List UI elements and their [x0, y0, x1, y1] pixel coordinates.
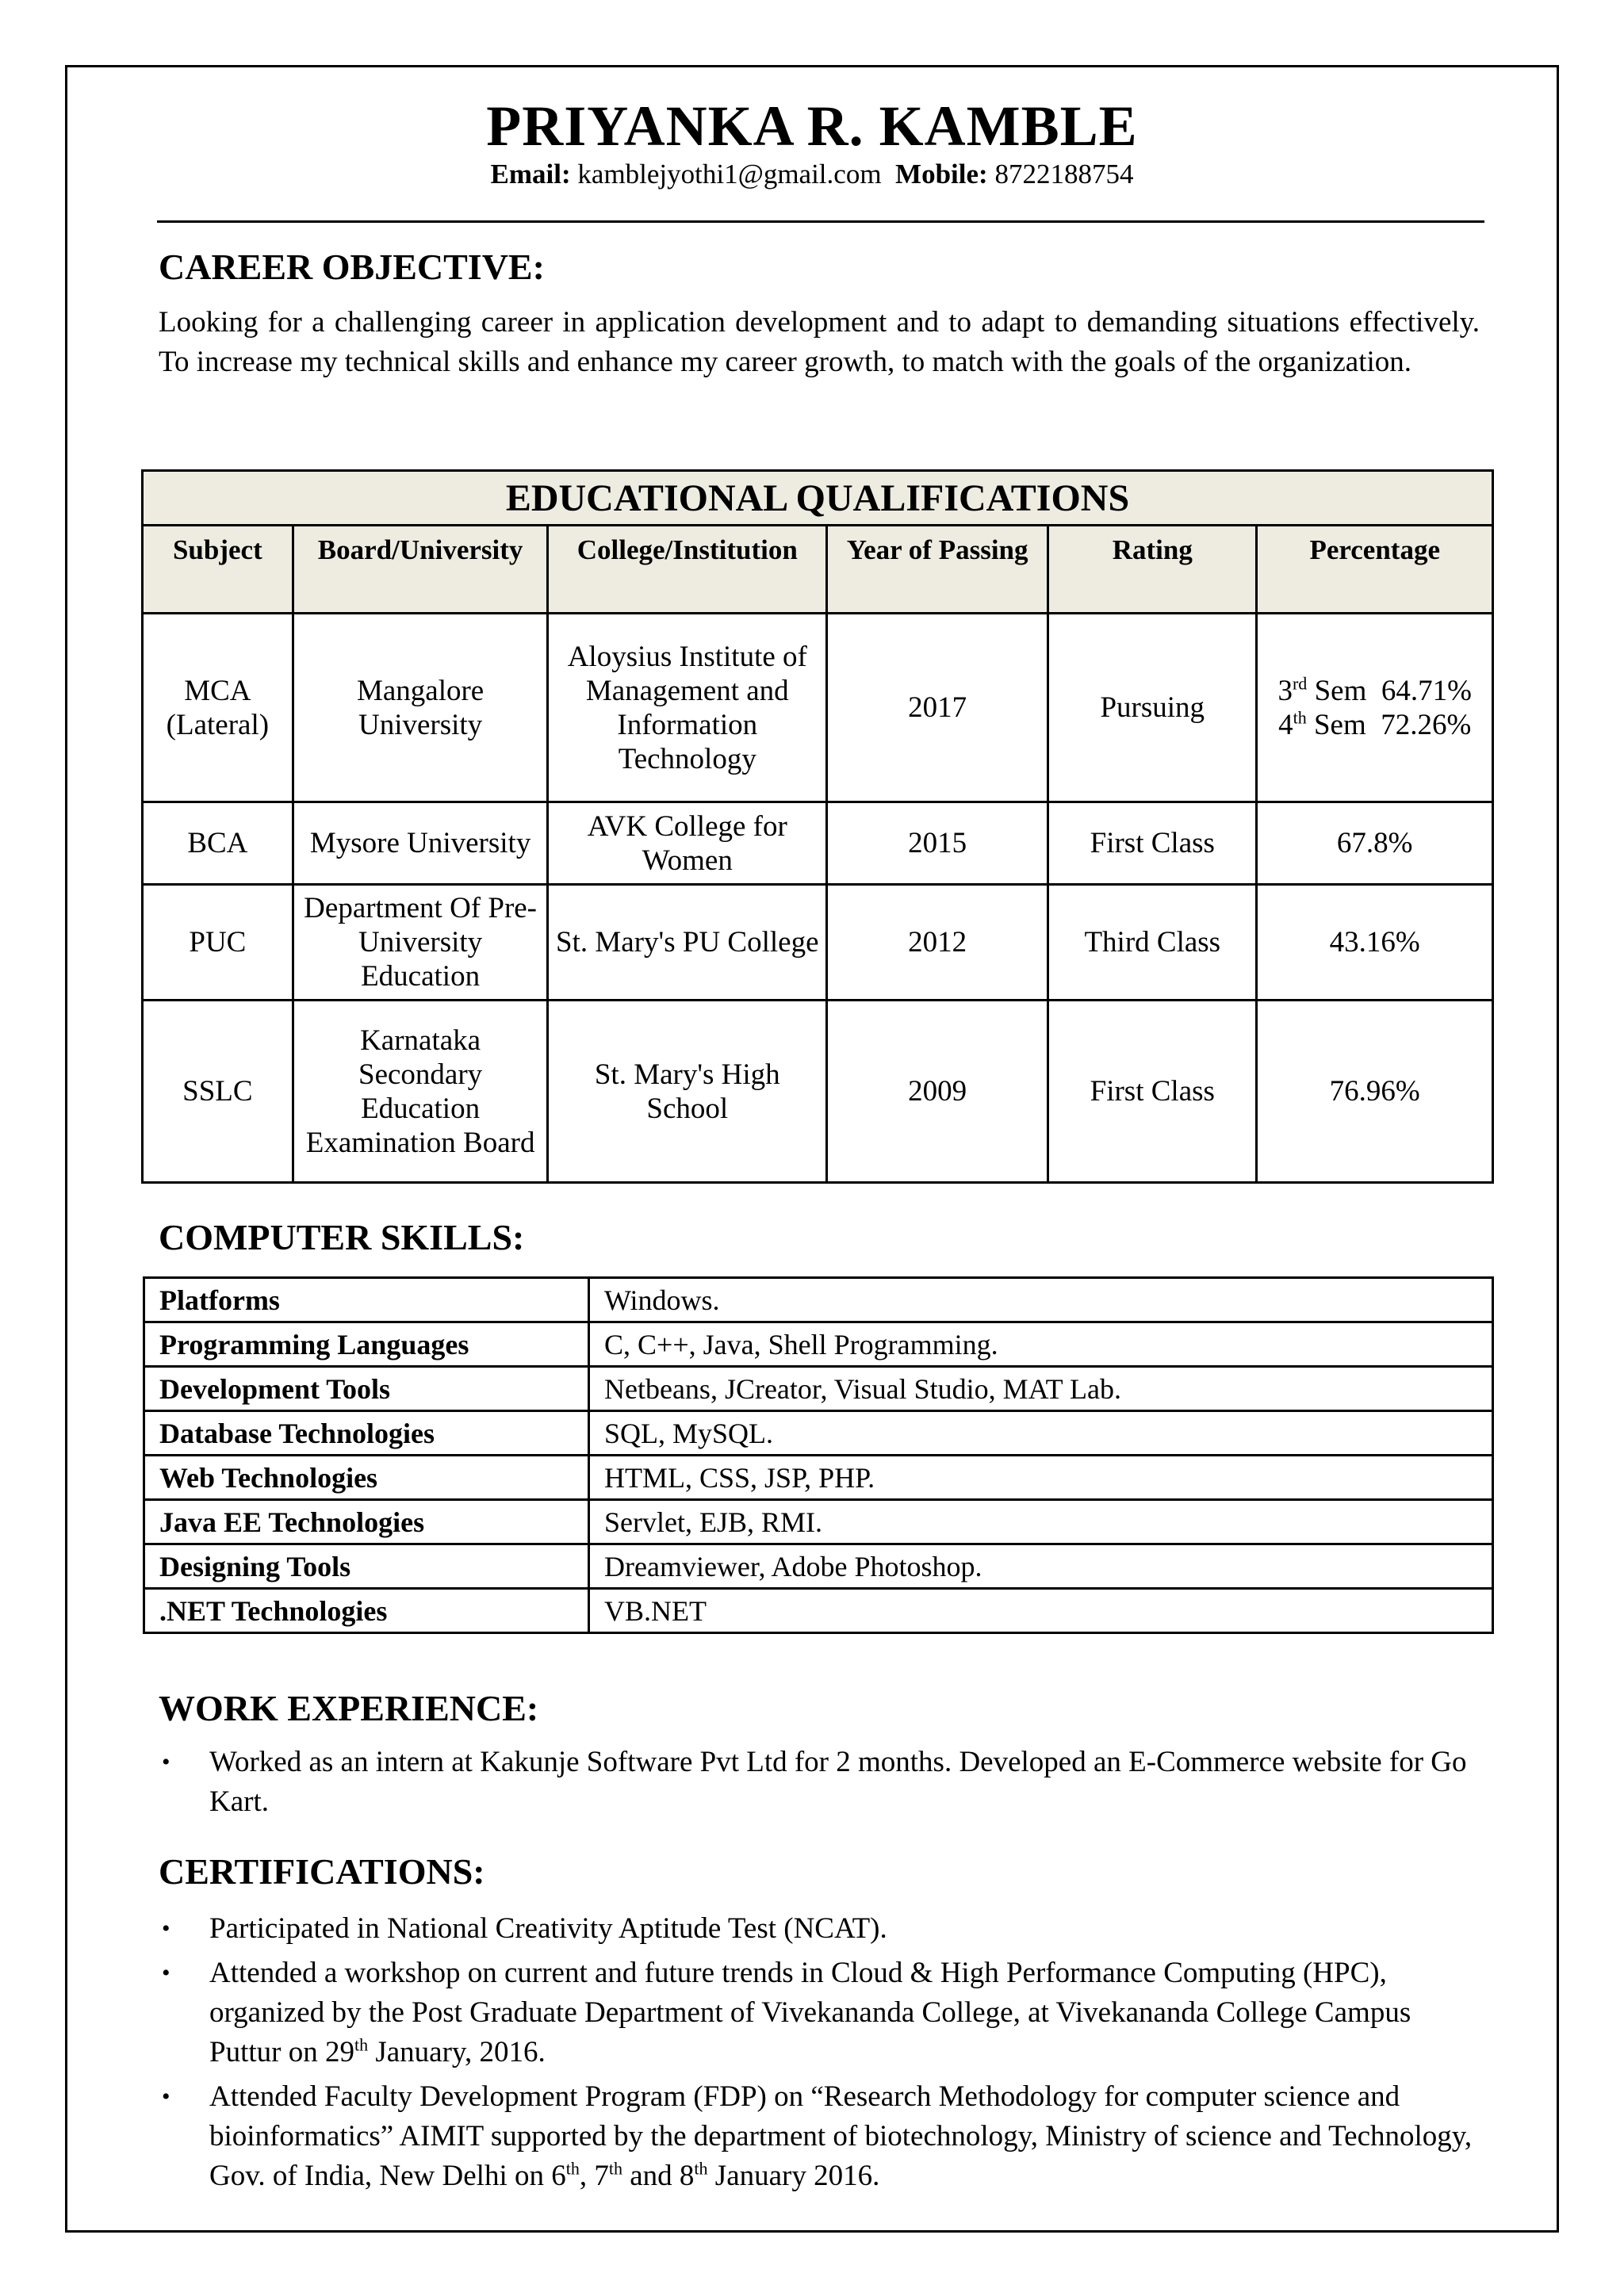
- cell-subject: BCA: [143, 802, 293, 885]
- skill-values: C, C++, Java, Shell Programming.: [589, 1322, 1493, 1367]
- skill-category: Database Technologies: [144, 1411, 589, 1456]
- cell-year: 2015: [827, 802, 1048, 885]
- skill-row: [144, 1411, 1493, 1456]
- cell-college: St. Mary's High School: [548, 1001, 827, 1183]
- column-header: Year of Passing: [827, 526, 1048, 614]
- cell-year: 2009: [827, 1001, 1048, 1183]
- certifications-list: [159, 1909, 1475, 2201]
- cell-percentage: 67.8%: [1257, 802, 1493, 885]
- skill-row: [144, 1367, 1493, 1411]
- table-row: [143, 802, 1493, 885]
- table-row: [143, 885, 1493, 1001]
- column-header: Board/University: [293, 526, 548, 614]
- career-objective-heading: CAREER OBJECTIVE:: [159, 247, 545, 287]
- percentage-sem3: 3rd Sem 64.71%: [1277, 673, 1472, 707]
- table-row: [143, 614, 1493, 802]
- skill-values: Dreamviewer, Adobe Photoshop.: [589, 1544, 1493, 1589]
- skill-values: Netbeans, JCreator, Visual Studio, MAT Lab.: [589, 1367, 1493, 1411]
- cell-college: St. Mary's PU College: [548, 885, 827, 1001]
- skill-values: Windows.: [589, 1278, 1493, 1322]
- cell-college: AVK College for Women: [548, 802, 827, 885]
- column-header: Subject: [143, 526, 293, 614]
- skill-category: Programming Languages: [144, 1322, 589, 1367]
- cell-board: Karnataka Secondary Education Examination Board: [293, 1001, 548, 1183]
- skill-row: [144, 1322, 1493, 1367]
- column-header: Percentage: [1257, 526, 1493, 614]
- skill-row: [144, 1500, 1493, 1544]
- education-table: [141, 469, 1494, 1184]
- career-objective-text: Looking for a challenging career in application development and to adapt to demanding situations effectively. To increase my technical skills and enhance my career growth, to match with the goals of the organization.: [159, 306, 1480, 378]
- mobile-label: Mobile:: [895, 159, 988, 189]
- list-item: • Worked as an intern at Kakunje Software Pvt Ltd for 2 months. Developed an E-Commerce website for Go Kart.: [159, 1743, 1475, 1822]
- cell-subject: SSLC: [143, 1001, 293, 1183]
- contact-line: [0, 159, 1624, 190]
- work-experience-heading: WORK EXPERIENCE:: [159, 1688, 539, 1728]
- skill-category: Java EE Technologies: [144, 1500, 589, 1544]
- skill-category: Web Technologies: [144, 1456, 589, 1500]
- skill-row: [144, 1544, 1493, 1589]
- computer-skills-heading: COMPUTER SKILLS:: [159, 1217, 525, 1257]
- cell-rating: Pursuing: [1048, 614, 1257, 802]
- cell-board: Mysore University: [293, 802, 548, 885]
- list-item: • Participated in National Creativity Aptitude Test (NCAT).: [159, 1909, 1475, 1949]
- list-item: • Attended a workshop on current and future trends in Cloud & High Performance Computing (HPC), organized by the Post Graduate Department of Vivekananda College, at Vivekananda College Campus Puttur on 29th January, 2016.: [159, 1954, 1475, 2072]
- bullet-icon: •: [162, 1749, 170, 1775]
- skill-values: SQL, MySQL.: [589, 1411, 1493, 1456]
- cell-rating: First Class: [1048, 1001, 1257, 1183]
- skill-row: [144, 1278, 1493, 1322]
- cell-college: Aloysius Institute of Management and Information Technology: [548, 614, 827, 802]
- cell-rating: First Class: [1048, 802, 1257, 885]
- cell-percentage: [1257, 614, 1493, 802]
- cell-board: Mangalore University: [293, 614, 548, 802]
- cell-board: Department Of Pre-University Education: [293, 885, 548, 1001]
- email-value: kamblejyothi1@gmail.com: [577, 159, 882, 189]
- skill-category: Designing Tools: [144, 1544, 589, 1589]
- mobile-value: 8722188754: [994, 159, 1134, 189]
- cell-percentage: 43.16%: [1257, 885, 1493, 1001]
- cell-year: 2012: [827, 885, 1048, 1001]
- table-row: [143, 1001, 1493, 1183]
- cell-subject: MCA (Lateral): [143, 614, 293, 802]
- candidate-name: PRIYANKA R. KAMBLE: [486, 94, 1138, 158]
- education-table-title: EDUCATIONAL QUALIFICATIONS: [143, 471, 1493, 526]
- email-label: Email:: [490, 159, 571, 189]
- bullet-icon: •: [162, 1960, 170, 1986]
- skill-category: .NET Technologies: [144, 1589, 589, 1633]
- skill-row: [144, 1456, 1493, 1500]
- work-experience-list: [159, 1743, 1475, 1827]
- column-header: Rating: [1048, 526, 1257, 614]
- cell-percentage: 76.96%: [1257, 1001, 1493, 1183]
- certifications-heading: CERTIFICATIONS:: [159, 1851, 485, 1892]
- bullet-icon: •: [162, 1915, 170, 1942]
- skill-category: Development Tools: [144, 1367, 589, 1411]
- skills-table: [143, 1276, 1494, 1634]
- column-header: College/Institution: [548, 526, 827, 614]
- bullet-icon: •: [162, 2084, 170, 2110]
- skill-values: VB.NET: [589, 1589, 1493, 1633]
- header-divider: [157, 220, 1484, 223]
- cell-year: 2017: [827, 614, 1048, 802]
- skill-category: Platforms: [144, 1278, 589, 1322]
- skill-row: [144, 1589, 1493, 1633]
- cell-subject: PUC: [143, 885, 293, 1001]
- percentage-sem4: 4th Sem 72.26%: [1278, 707, 1472, 741]
- cell-rating: Third Class: [1048, 885, 1257, 1001]
- skill-values: Servlet, EJB, RMI.: [589, 1500, 1493, 1544]
- list-item: • Attended Faculty Development Program (FDP) on “Research Methodology for computer science and bioinformatics” AIMIT supported by the department of biotechnology, Ministry of science and Technology, Gov. of India, New Delhi on 6th, 7th and 8th January 2016.: [159, 2077, 1475, 2196]
- skill-values: HTML, CSS, JSP, PHP.: [589, 1456, 1493, 1500]
